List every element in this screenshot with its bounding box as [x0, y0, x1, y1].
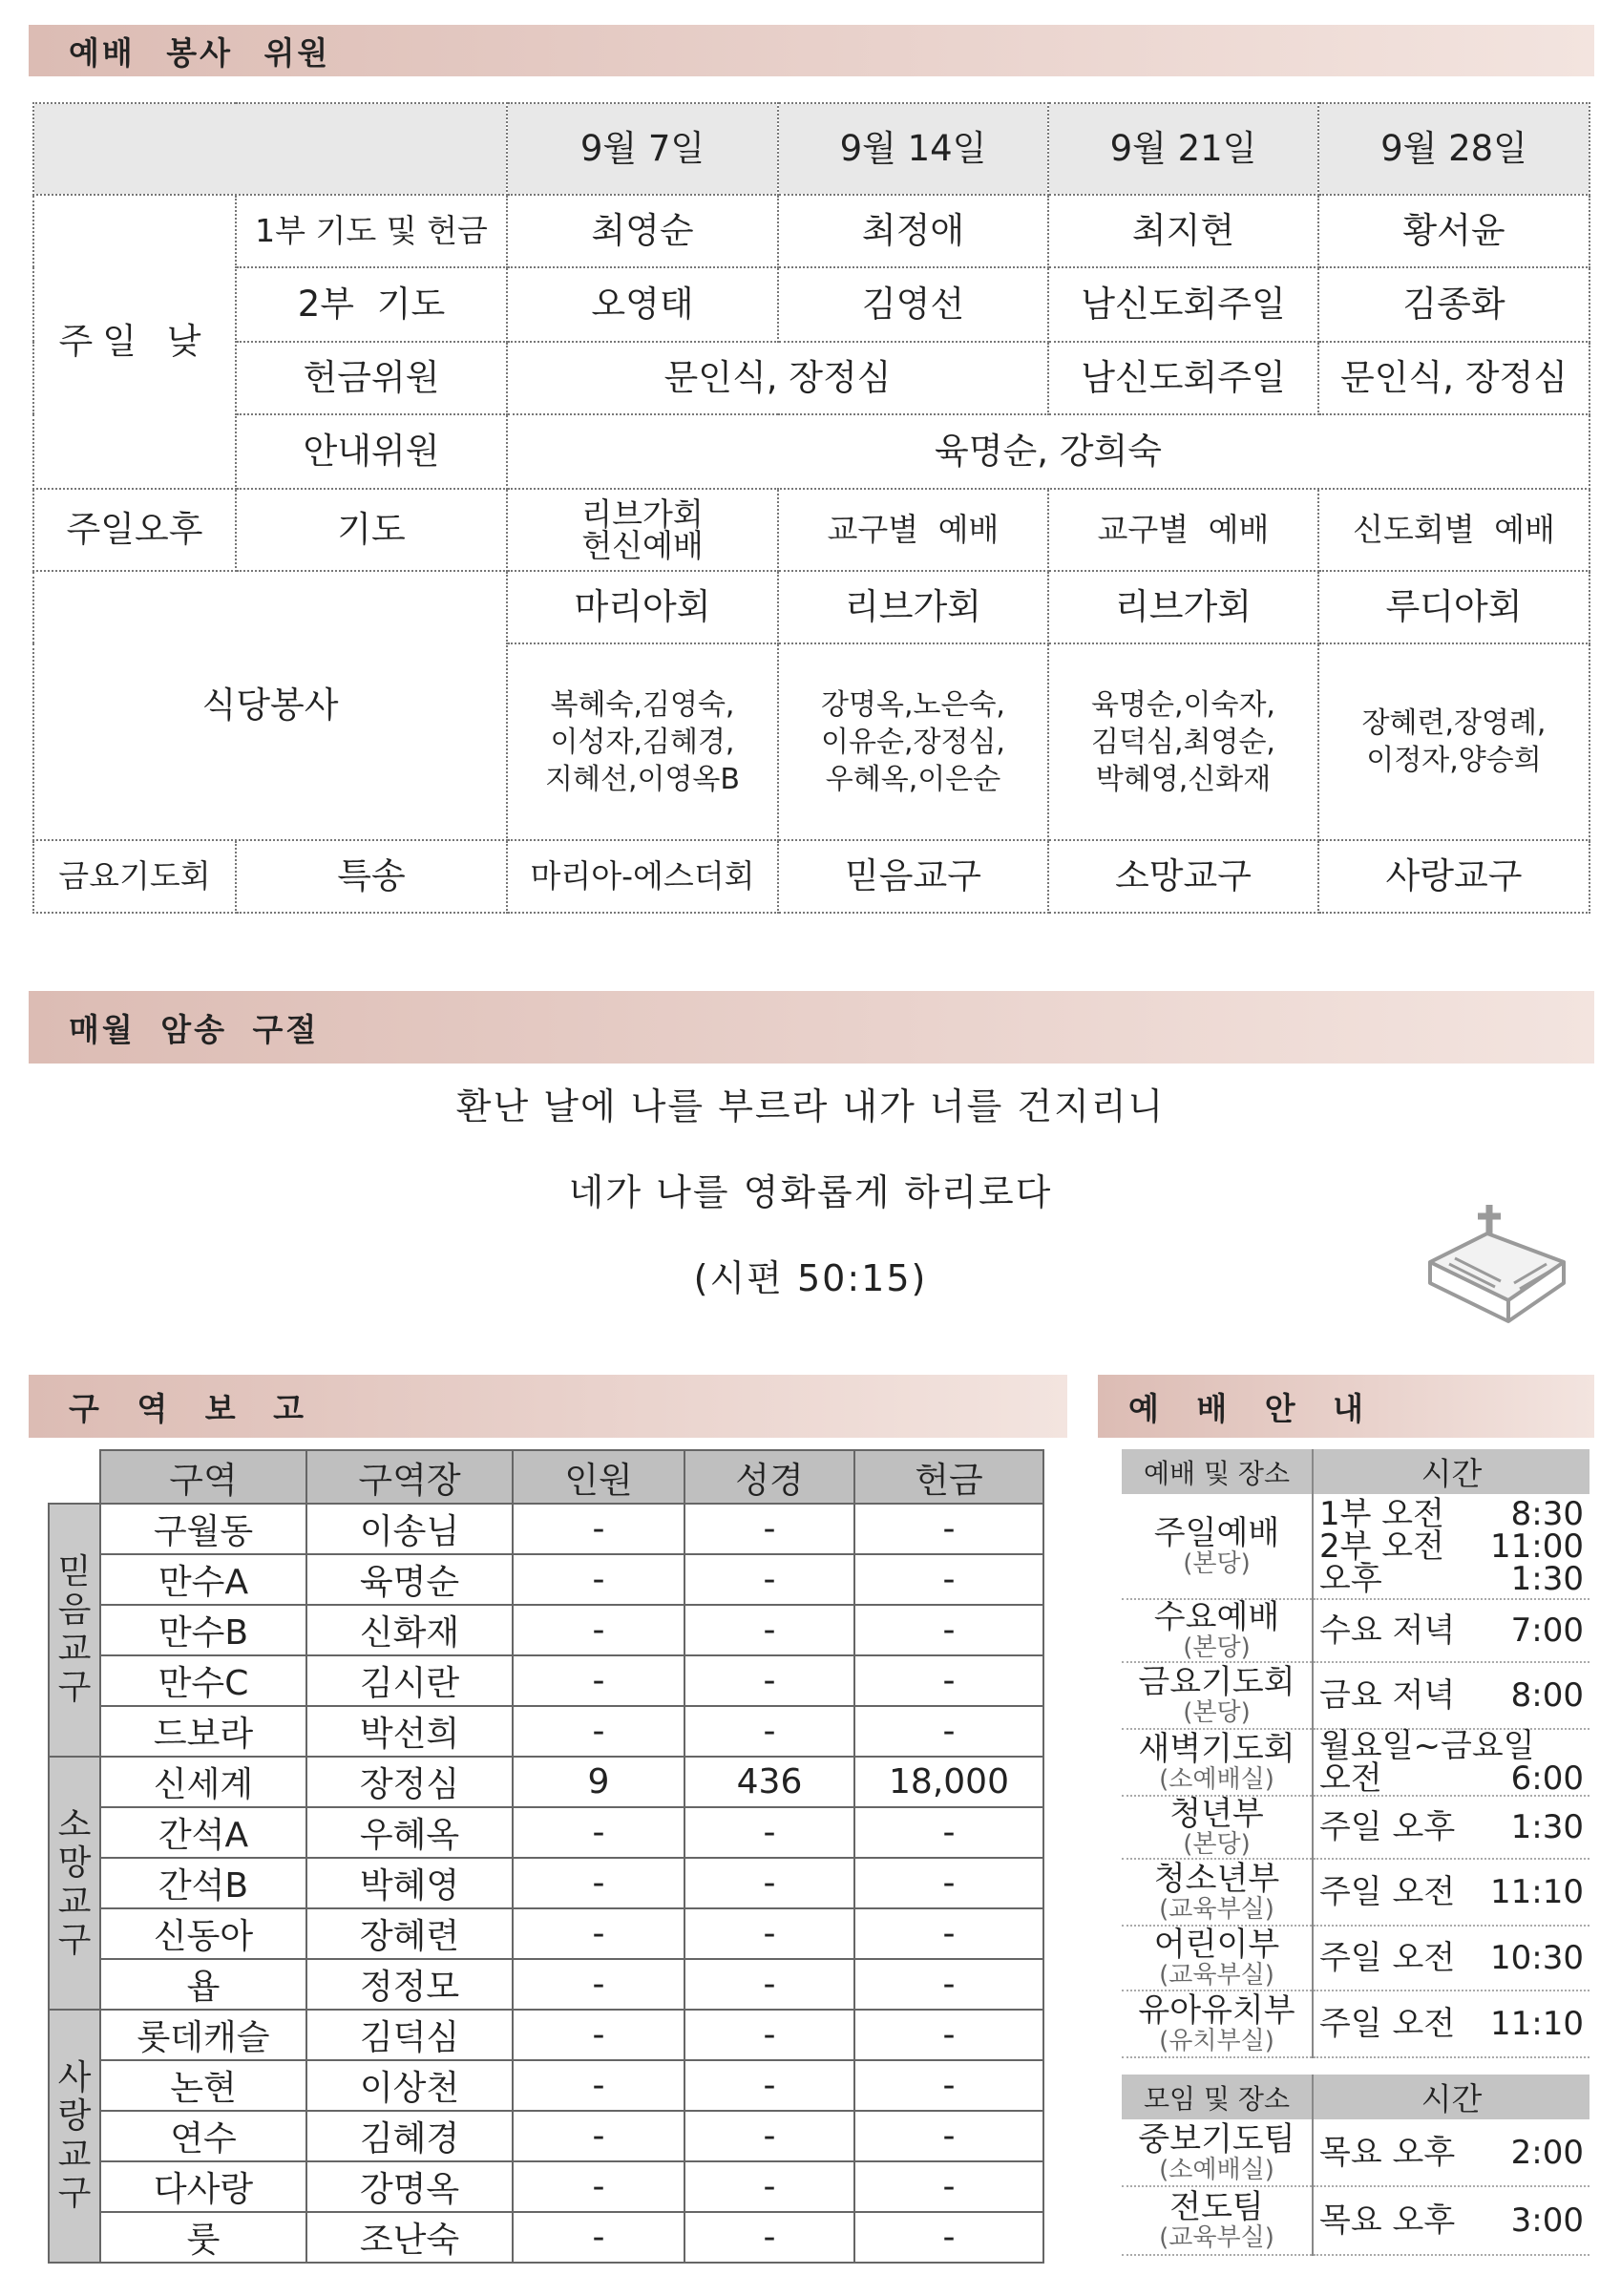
open-bible-icon: [1421, 1195, 1573, 1329]
table-cell: -: [854, 1807, 1043, 1858]
column-header: 인원: [513, 1450, 684, 1504]
guide-time-value: 6:00: [1510, 1759, 1584, 1798]
kitchen-members: 장혜련,장영례, 이정자,양승희: [1318, 643, 1589, 840]
guide-place: [1122, 1599, 1313, 1662]
table-cell: 논현: [100, 2060, 306, 2111]
guide-time-label: 목요 오후: [1319, 2133, 1456, 2172]
table-cell: 신세계: [100, 1757, 306, 1807]
guide-place-location: (교육부실): [1159, 2223, 1274, 2252]
table-cell: 김덕심: [306, 2010, 513, 2060]
guide-row: [1122, 1599, 1589, 1662]
cell: 소망교구: [1048, 840, 1318, 913]
table-cell: 육명순: [306, 1554, 513, 1605]
table-cell: -: [684, 1807, 854, 1858]
guide-time: [1313, 2119, 1589, 2186]
guide-time: [1313, 1662, 1589, 1729]
cell: 마리아-에스더회: [507, 840, 778, 913]
guide-place: [1122, 1729, 1313, 1796]
guide-place-location: (교육부실): [1159, 1895, 1274, 1924]
guide-time-value: 11:00: [1490, 1527, 1584, 1566]
cell: 육명순, 강희숙: [507, 414, 1589, 489]
table-cell: 장혜련: [306, 1908, 513, 1959]
cell: 최지현: [1048, 195, 1318, 267]
guide-time: [1313, 2186, 1589, 2255]
cell: 황서윤: [1318, 195, 1589, 267]
table-cell: 우혜옥: [306, 1807, 513, 1858]
table-row: [49, 1706, 1043, 1757]
table-row: [49, 2161, 1043, 2212]
cell: 최정애: [778, 195, 1048, 267]
guide-row: [1122, 1859, 1589, 1926]
guide-time-line: [1319, 1527, 1584, 1566]
table-cell: -: [684, 2010, 854, 2060]
table-row: [49, 2010, 1043, 2060]
guide-row: [1122, 1991, 1589, 2057]
table-cell: 김시란: [306, 1655, 513, 1706]
table-cell: -: [513, 2161, 684, 2212]
guide-time: [1313, 1494, 1589, 1599]
kitchen-members: 육명순,이숙자, 김덕심,최영순, 박혜영,신화재: [1048, 643, 1318, 840]
cell: 오영태: [507, 267, 778, 342]
guide-time: [1313, 1991, 1589, 2057]
table-cell: -: [684, 1858, 854, 1908]
table-cell: -: [854, 1554, 1043, 1605]
district-group-label: 사 랑 교 구: [49, 2010, 100, 2263]
worship-guide-table: [1122, 1449, 1589, 2256]
row-label-offering: 헌금위원: [236, 342, 507, 414]
guide-time-label: 주일 오전: [1319, 1873, 1456, 1911]
district-report-table: [48, 1449, 1044, 2264]
table-cell: -: [854, 1959, 1043, 2010]
table-cell: -: [513, 1706, 684, 1757]
guide-place-name: 중보기도팀: [1138, 2119, 1295, 2159]
guide-time-value: 3:00: [1510, 2201, 1584, 2240]
guide-row: [1122, 1729, 1589, 1796]
guide-time-label: 주일 오후: [1319, 1808, 1456, 1846]
column-header: 헌금: [854, 1450, 1043, 1504]
guide-place: [1122, 2119, 1313, 2186]
table-cell: 룻: [100, 2212, 306, 2263]
table-cell: -: [854, 1908, 1043, 1959]
cell: 교구별 예배: [778, 489, 1048, 571]
guide-place-name: 수요예배: [1153, 1598, 1280, 1636]
table-cell: 드보라: [100, 1706, 306, 1757]
guide-time-line: [1319, 1559, 1584, 1598]
meeting-header-place: 모임 및 장소: [1122, 2075, 1313, 2119]
guide-place: [1122, 2186, 1313, 2255]
table-cell: 조난숙: [306, 2212, 513, 2263]
table-cell: -: [684, 1655, 854, 1706]
cell: 사랑교구: [1318, 840, 1589, 913]
guide-time-line: [1319, 2133, 1584, 2172]
guide-row: [1122, 1494, 1589, 1599]
table-cell: 간석A: [100, 1807, 306, 1858]
table-cell: 9: [513, 1757, 684, 1807]
guide-place: [1122, 1796, 1313, 1859]
guide-time-line: [1319, 2201, 1584, 2240]
table-cell: 신화재: [306, 1605, 513, 1655]
table-cell: 박선희: [306, 1706, 513, 1757]
table-row: [49, 1554, 1043, 1605]
district-group-label: 소 망 교 구: [49, 1757, 100, 2010]
table-cell: 신동아: [100, 1908, 306, 1959]
table-cell: -: [684, 2060, 854, 2111]
cell: 문인식, 장정심: [507, 342, 1048, 414]
guide-row: [1122, 2186, 1589, 2255]
table-cell: 만수A: [100, 1554, 306, 1605]
table-cell: 김혜경: [306, 2111, 513, 2161]
guide-place-name: 새벽기도회: [1138, 1730, 1295, 1768]
table-row: [49, 2060, 1043, 2111]
table-cell: -: [684, 2212, 854, 2263]
table-cell: -: [854, 2111, 1043, 2161]
service-committee-table: [32, 102, 1590, 914]
guide-place-name: 청년부: [1169, 1795, 1264, 1833]
service-committee-header: [29, 25, 1594, 76]
guide-place-location: (교육부실): [1159, 1961, 1274, 1990]
table-cell: -: [684, 1554, 854, 1605]
table-cell: -: [854, 2010, 1043, 2060]
table-cell: 롯데캐슬: [100, 2010, 306, 2060]
guide-time-line: [1319, 1611, 1584, 1650]
guide-place-name: 유아유치부: [1138, 1991, 1295, 2030]
guide-time-value: 11:10: [1490, 2005, 1584, 2043]
table-cell: 다사랑: [100, 2161, 306, 2212]
guide-row: [1122, 2119, 1589, 2186]
worship-guide-header: [1098, 1375, 1594, 1438]
table-cell: 연수: [100, 2111, 306, 2161]
district-group-label: 믿 음 교 구: [49, 1504, 100, 1757]
friday-sub: 특송: [236, 840, 507, 913]
guide-time-line: [1319, 1939, 1584, 1977]
verse-reference: (시편 50:15): [693, 1257, 928, 1299]
table-cell: -: [513, 1504, 684, 1554]
table-cell: 박혜영: [306, 1858, 513, 1908]
guide-place-name: 청소년부: [1153, 1860, 1280, 1898]
table-cell: 18,000: [854, 1757, 1043, 1807]
memory-verse-header: [29, 991, 1594, 1064]
guide-place-location: (소예배실): [1159, 1765, 1274, 1794]
guide-time-line: [1319, 1494, 1584, 1533]
guide-time: [1313, 1859, 1589, 1926]
row-label-second-prayer: 2부 기도: [236, 267, 507, 342]
table-row: [49, 1959, 1043, 2010]
guide-time-label: 오후: [1319, 1559, 1382, 1598]
table-cell: -: [854, 1605, 1043, 1655]
table-cell: 436: [684, 1757, 854, 1807]
table-cell: -: [854, 1504, 1043, 1554]
sunday-day-label: 주일 낮: [33, 195, 236, 489]
table-cell: -: [684, 1959, 854, 2010]
table-cell: -: [513, 2212, 684, 2263]
service-committee-title: 예배 봉사 위원: [69, 33, 331, 72]
table-cell: -: [513, 2111, 684, 2161]
guide-time-line: [1319, 1676, 1584, 1715]
table-row: [49, 1605, 1043, 1655]
guide-header-place: 예배 및 장소: [1122, 1449, 1313, 1494]
guide-time-value: 11:10: [1490, 1873, 1584, 1911]
table-cell: -: [854, 2212, 1043, 2263]
guide-time-label: 2부 오전: [1319, 1527, 1444, 1566]
guide-header-time: 시간: [1313, 1449, 1589, 1494]
table-row: [49, 1504, 1043, 1554]
date-header: 9월 28일: [1318, 103, 1589, 195]
table-cell: -: [684, 2161, 854, 2212]
table-cell: 구월동: [100, 1504, 306, 1554]
cell: 신도회별 예배: [1318, 489, 1589, 571]
guide-place-location: (유치부실): [1159, 2027, 1274, 2055]
guide-time-label: 금요 저녁: [1319, 1676, 1456, 1715]
guide-time-label: 수요 저녁: [1319, 1611, 1456, 1650]
friday-label: 금요기도회: [33, 840, 236, 913]
table-cell: 이상천: [306, 2060, 513, 2111]
table-cell: -: [513, 2060, 684, 2111]
guide-time-label: 목요 오후: [1319, 2201, 1456, 2240]
date-header: 9월 7일: [507, 103, 778, 195]
guide-time: [1313, 1599, 1589, 1662]
guide-place-name: 금요기도회: [1138, 1663, 1295, 1701]
table-cell: -: [513, 1858, 684, 1908]
guide-row: [1122, 1926, 1589, 1991]
table-row: [49, 1807, 1043, 1858]
row-label-first-prayer: 1부 기도 및 헌금: [236, 195, 507, 267]
kitchen-group: 리브가회: [1048, 571, 1318, 643]
guide-time-value: 8:00: [1510, 1676, 1584, 1715]
table-cell: 욥: [100, 1959, 306, 2010]
corner-cell: [33, 103, 507, 195]
date-header: 9월 21일: [1048, 103, 1318, 195]
cell: 리브가회 헌신예배: [507, 489, 778, 571]
table-cell: 만수B: [100, 1605, 306, 1655]
table-cell: -: [513, 1655, 684, 1706]
cell: 김영선: [778, 267, 1048, 342]
table-cell: -: [684, 1605, 854, 1655]
verse-line-1: 환난 날에 나를 부르라 내가 너를 건지리니: [455, 1085, 1166, 1127]
guide-time-label: 1부 오전: [1319, 1494, 1444, 1533]
guide-time-line: [1319, 2005, 1584, 2043]
table-cell: -: [854, 1858, 1043, 1908]
cell: 교구별 예배: [1048, 489, 1318, 571]
guide-time-value: 7:00: [1510, 1611, 1584, 1650]
table-row: [49, 2212, 1043, 2263]
guide-place: [1122, 1991, 1313, 2057]
guide-time-label: 오전: [1319, 1759, 1382, 1798]
guide-time-value: 1:30: [1510, 1559, 1584, 1598]
meeting-header-time: 시간: [1313, 2075, 1589, 2119]
guide-time-line: [1319, 1727, 1584, 1765]
table-cell: -: [854, 1706, 1043, 1757]
guide-place-location: (본당): [1183, 1698, 1251, 1727]
guide-time: [1313, 1796, 1589, 1859]
guide-time-line: [1319, 1873, 1584, 1911]
table-cell: 장정심: [306, 1757, 513, 1807]
guide-time-label: 주일 오전: [1319, 2005, 1456, 2043]
cell: 남신도회주일: [1048, 342, 1318, 414]
table-cell: -: [513, 1554, 684, 1605]
district-report-title: 구 역 보 고: [69, 1389, 317, 1427]
guide-place: [1122, 1859, 1313, 1926]
kitchen-group: 마리아회: [507, 571, 778, 643]
table-cell: -: [684, 1908, 854, 1959]
cell: 믿음교구: [778, 840, 1048, 913]
row-label-usher: 안내위원: [236, 414, 507, 489]
table-row: [49, 1757, 1043, 1807]
district-report-header: [29, 1375, 1067, 1438]
worship-guide-title: 예 배 안 내: [1128, 1389, 1377, 1427]
table-cell: 강명옥: [306, 2161, 513, 2212]
guide-place-name: 어린이부: [1153, 1926, 1280, 1964]
guide-time-line: [1319, 1808, 1584, 1846]
guide-place-name: 주일예배: [1153, 1513, 1280, 1552]
table-cell: -: [854, 2161, 1043, 2212]
kitchen-group: 루디아회: [1318, 571, 1589, 643]
cell: 남신도회주일: [1048, 267, 1318, 342]
table-cell: -: [684, 1706, 854, 1757]
kitchen-members: 복혜숙,김영숙, 이성자,김혜경, 지혜선,이영옥B: [507, 643, 778, 840]
guide-time-value: 8:30: [1510, 1494, 1584, 1533]
table-row: [49, 1858, 1043, 1908]
table-cell: -: [684, 2111, 854, 2161]
spacer: [1122, 2057, 1589, 2075]
guide-time-label: 주일 오전: [1319, 1939, 1456, 1977]
table-cell: -: [513, 1908, 684, 1959]
guide-time: [1313, 1926, 1589, 1991]
table-cell: 간석B: [100, 1858, 306, 1908]
table-cell: -: [854, 2060, 1043, 2111]
guide-time-line: [1319, 1759, 1584, 1798]
cell: 문인식, 장정심: [1318, 342, 1589, 414]
guide-place-location: (본당): [1183, 1830, 1251, 1859]
guide-row: [1122, 1662, 1589, 1729]
table-cell: -: [513, 1959, 684, 2010]
table-cell: -: [513, 1807, 684, 1858]
guide-time: [1313, 1729, 1589, 1796]
sunday-afternoon-sub: 기도: [236, 489, 507, 571]
guide-row: [1122, 1796, 1589, 1859]
guide-place: [1122, 1926, 1313, 1991]
guide-place-location: (본당): [1183, 1548, 1251, 1578]
guide-place: [1122, 1494, 1313, 1599]
table-row: [49, 2111, 1043, 2161]
kitchen-members: 강명옥,노은숙, 이유순,장정심, 우혜옥,이은순: [778, 643, 1048, 840]
kitchen-group: 리브가회: [778, 571, 1048, 643]
guide-time-value: 10:30: [1490, 1939, 1584, 1977]
table-row: [49, 1908, 1043, 1959]
guide-place: [1122, 1662, 1313, 1729]
guide-time-value: 2:00: [1510, 2133, 1584, 2172]
column-header: 성경: [684, 1450, 854, 1504]
guide-time-label: 월요일~금요일: [1319, 1727, 1535, 1765]
table-cell: -: [854, 1655, 1043, 1706]
table-cell: -: [513, 2010, 684, 2060]
table-cell: -: [684, 1504, 854, 1554]
memory-verse-title: 매월 암송 구절: [69, 1010, 320, 1048]
guide-place-location: (본당): [1183, 1633, 1251, 1662]
date-header: 9월 14일: [778, 103, 1048, 195]
guide-place-name: 전도팀: [1169, 2188, 1264, 2226]
cell: 최영순: [507, 195, 778, 267]
table-cell: -: [513, 1605, 684, 1655]
verse-line-2: 네가 나를 영화롭게 하리로다: [568, 1171, 1053, 1213]
guide-time-value: 1:30: [1510, 1808, 1584, 1846]
table-row: [49, 1655, 1043, 1706]
column-header: 구역: [100, 1450, 306, 1504]
column-header: 구역장: [306, 1450, 513, 1504]
table-cell: 정정모: [306, 1959, 513, 2010]
cell: 김종화: [1318, 267, 1589, 342]
header-blank: [49, 1450, 100, 1504]
guide-place-location: (소예배실): [1159, 2155, 1274, 2184]
sunday-afternoon-label: 주일오후: [33, 489, 236, 571]
kitchen-label: 식당봉사: [33, 571, 507, 840]
table-cell: 이송님: [306, 1504, 513, 1554]
table-cell: 만수C: [100, 1655, 306, 1706]
